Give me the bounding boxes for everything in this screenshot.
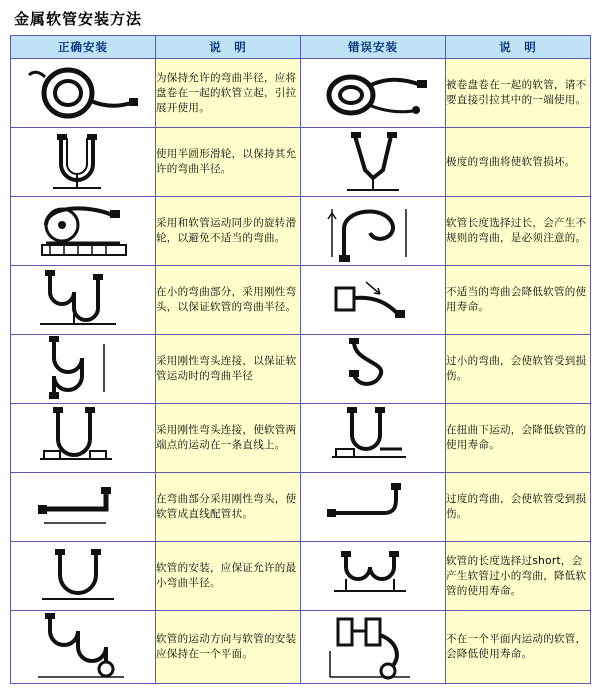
- correct-desc-cell: 在小的弯曲部分，采用刚性弯头，以保证软管的弯曲半径。: [156, 266, 301, 335]
- improper-bend-figure: [301, 266, 446, 335]
- table-row: [11, 404, 591, 473]
- header-correct-desc: 说 明: [156, 36, 301, 59]
- correct-desc-cell: 为保持允许的弯曲半径，应将盘卷在一起的软管立起，引拉展开使用。: [156, 59, 301, 128]
- table-row: [11, 266, 591, 335]
- correct-desc-cell: 采用刚性弯头连接，以保证软管运动时的弯曲半径: [156, 335, 301, 404]
- header-correct-install: 正确安装: [11, 36, 156, 59]
- table-row: [11, 59, 591, 128]
- wrong-desc-cell: 不在一个平面内运动的软管，会降低使用寿命。: [446, 611, 591, 684]
- correct-desc-cell: 在弯曲部分采用刚性弯头，使软管成直线配管状。: [156, 473, 301, 542]
- same-plane-motion-figure: [11, 611, 156, 684]
- wrong-desc-cell: 软管的长度选择过short，会产生软管过小的弯曲，降低软管的使用寿命。: [446, 542, 591, 611]
- wrong-desc-cell: 过小的弯曲，会使软管受到损伤。: [446, 335, 591, 404]
- correct-desc-cell: 软管的运动方向与软管的安装应保持在一个平面。: [156, 611, 301, 684]
- straight-line-motion-figure: [11, 404, 156, 473]
- table-row: [11, 335, 591, 404]
- table-row: [11, 197, 591, 266]
- straight-piping-elbow-figure: [11, 473, 156, 542]
- correct-desc-cell: 软管的安装，应保证允许的最小弯曲半径。: [156, 542, 301, 611]
- wrong-desc-cell: 被卷盘卷在一起的软管，请不要直接引拉其中的一端使用。: [446, 59, 591, 128]
- wrong-desc-cell: 过度的弯曲，会使软管受到损伤。: [446, 473, 591, 542]
- rigid-elbow-connection-figure: [11, 335, 156, 404]
- hose-installation-table: [10, 35, 591, 684]
- wrong-desc-cell: 不适当的弯曲会降低软管的使用寿命。: [446, 266, 591, 335]
- twisted-motion-figure: [301, 404, 446, 473]
- coiled-hose-upright-figure: [11, 59, 156, 128]
- minimum-bend-radius-figure: [11, 542, 156, 611]
- table-row: [11, 542, 591, 611]
- table-row: [11, 473, 591, 542]
- sharp-bend-figure: [301, 128, 446, 197]
- rigid-elbow-small-bend-figure: [11, 266, 156, 335]
- over-bending-figure: [301, 473, 446, 542]
- table-row: [11, 611, 591, 684]
- excess-length-irregular-bend-figure: [301, 197, 446, 266]
- too-short-length-figure: [301, 542, 446, 611]
- coiled-hose-pulled-figure: [301, 59, 446, 128]
- correct-desc-cell: 使用半圆形滑轮，以保持其允许的弯曲半径。: [156, 128, 301, 197]
- correct-desc-cell: 采用刚性弯头连接，使软管两端点的运动在一条直线上。: [156, 404, 301, 473]
- synchronized-rotating-pulley-figure: [11, 197, 156, 266]
- semicircular-pulley-figure: [11, 128, 156, 197]
- header-wrong-desc: 说 明: [446, 36, 591, 59]
- page-title: 金属软管安装方法: [14, 10, 143, 28]
- table-header-row: [11, 36, 591, 59]
- wrong-desc-cell: 软管长度选择过长，会产生不规则的弯曲，是必须注意的。: [446, 197, 591, 266]
- wrong-desc-cell: 极度的弯曲将使软管损坏。: [446, 128, 591, 197]
- header-wrong-install: 错误安装: [301, 36, 446, 59]
- wrong-desc-cell: 在扭曲下运动，会降低软管的使用寿命。: [446, 404, 591, 473]
- out-of-plane-motion-figure: [301, 611, 446, 684]
- table-row: [11, 128, 591, 197]
- correct-desc-cell: 采用和软管运动同步的旋转滑轮，以避免不适当的弯曲。: [156, 197, 301, 266]
- too-small-bend-figure: [301, 335, 446, 404]
